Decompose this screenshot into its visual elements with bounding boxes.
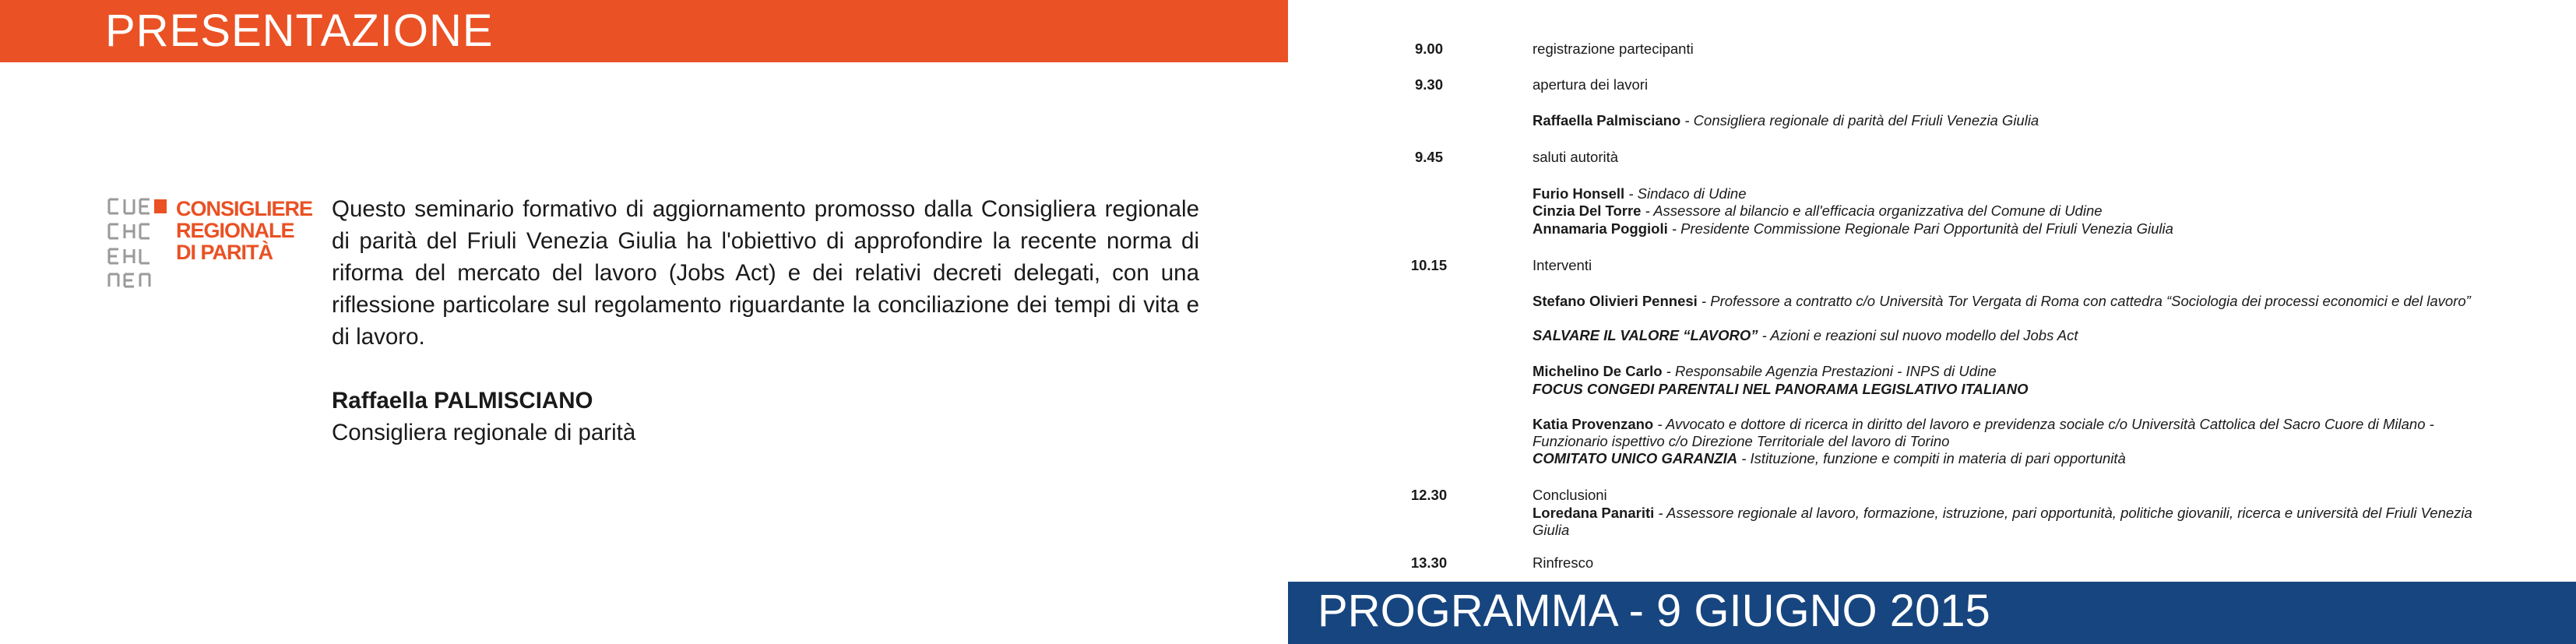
talk-description: - Istituzione, funzione e compiti in materia di pari opportunità bbox=[1737, 450, 2126, 466]
talk-topic: SALVARE IL VALORE “LAVORO” bbox=[1533, 327, 1758, 343]
speaker-role: - Assessore regionale al lavoro, formazione, istruzione, pari opportunità, politiche giovanili, ricerca e università del Friuli Venezia Giulia bbox=[1533, 505, 2472, 538]
schedule-activity: registrazione partecipanti bbox=[1533, 40, 1694, 57]
programma-title: PROGRAMMA - 9 GIUGNO 2015 bbox=[1318, 586, 1990, 636]
signature-name: Raffaella PALMISCIANO bbox=[332, 388, 593, 413]
schedule-time: 9.00 bbox=[1414, 40, 1443, 57]
presentazione-header bbox=[0, 0, 1288, 62]
speaker-name: Raffaella Palmisciano bbox=[1533, 112, 1681, 128]
schedule-activity: Conclusioni bbox=[1533, 487, 1607, 503]
intro-paragraph: Questo seminario formativo di aggiornamento promosso dalla Consigliera regionale di parità del Friuli Venezia Giulia ha l'obiettivo di approfondire la recente norma di riforma del mercato del lavoro (Jobs Act) e dei relativi decreti delegati, con una riflessione particolare sul regolamento riguardante la conciliazione dei tempi di vita e di lavoro. bbox=[332, 196, 1199, 350]
talk-description: - Azioni e reazioni sul nuovo modello del Jobs Act bbox=[1758, 327, 2078, 343]
speaker-role: - Assessore al bilancio e all'efficacia organizzativa del Comune di Udine bbox=[1641, 202, 2103, 219]
programma-footer bbox=[1288, 582, 2576, 644]
speaker-name: Furio Honsell bbox=[1533, 185, 1625, 202]
schedule-activity: apertura dei lavori bbox=[1533, 76, 1649, 93]
schedule-time: 9.45 bbox=[1414, 149, 1443, 165]
schedule-time: 12.30 bbox=[1410, 487, 1448, 503]
speaker-role: - Avvocato e dottore di ricerca in diritto del lavoro e previdenza sociale c/o Università Cattolica del Sacro Cuore di Milano - Funzionario ispettivo c/o Direzione Territoriale del lavoro di Torino bbox=[1533, 416, 2434, 449]
speaker-role: - Presidente Commissione Regionale Pari Opportunità del Friuli Venezia Giulia bbox=[1667, 220, 2173, 237]
schedule-activity: Interventi bbox=[1533, 257, 1592, 273]
signature-role: Consigliera regionale di parità bbox=[332, 420, 636, 445]
schedule-time: 10.15 bbox=[1410, 257, 1448, 273]
speaker-role: - Responsabile Agenzia Prestazioni - INPS di Udine bbox=[1662, 363, 1997, 379]
talk-topic: COMITATO UNICO GARANZIA bbox=[1533, 450, 1738, 466]
speaker-name: Stefano Olivieri Pennesi bbox=[1533, 293, 1698, 309]
consigliere-logo bbox=[107, 197, 313, 288]
schedule-activity: Rinfresco bbox=[1533, 554, 1594, 571]
speaker-name: Annamaria Poggioli bbox=[1533, 220, 1668, 237]
speaker-name: Loredana Panariti bbox=[1533, 505, 1655, 521]
speaker-role: - Professore a contratto c/o Università Tor Vergata di Roma con cattedra “Sociologia dei processi economici e del lavoro” bbox=[1697, 293, 2471, 309]
speaker-name: Katia Provenzano bbox=[1533, 416, 1654, 432]
signature bbox=[332, 385, 635, 449]
speaker-name: Cinzia Del Torre bbox=[1533, 202, 1642, 219]
schedule-time: 9.30 bbox=[1414, 76, 1443, 93]
schedule-activity: saluti autorità bbox=[1533, 149, 1619, 165]
talk-topic: FOCUS CONGEDI PARENTALI NEL PANORAMA LEGISLATIVO ITALIANO bbox=[1533, 381, 2029, 397]
presentazione-title: PRESENTAZIONE bbox=[105, 5, 494, 56]
speaker-role: - Consigliera regionale di parità del Friuli Venezia Giulia bbox=[1680, 112, 2039, 128]
speaker-role: - Sindaco di Udine bbox=[1624, 185, 1747, 202]
logo-mark-icon bbox=[107, 198, 170, 288]
logo-text: CONSIGLIERE REGIONALE DI PARITÀ bbox=[176, 197, 313, 264]
schedule-time: 13.30 bbox=[1410, 554, 1448, 571]
speaker-name: Michelino De Carlo bbox=[1533, 363, 1663, 379]
